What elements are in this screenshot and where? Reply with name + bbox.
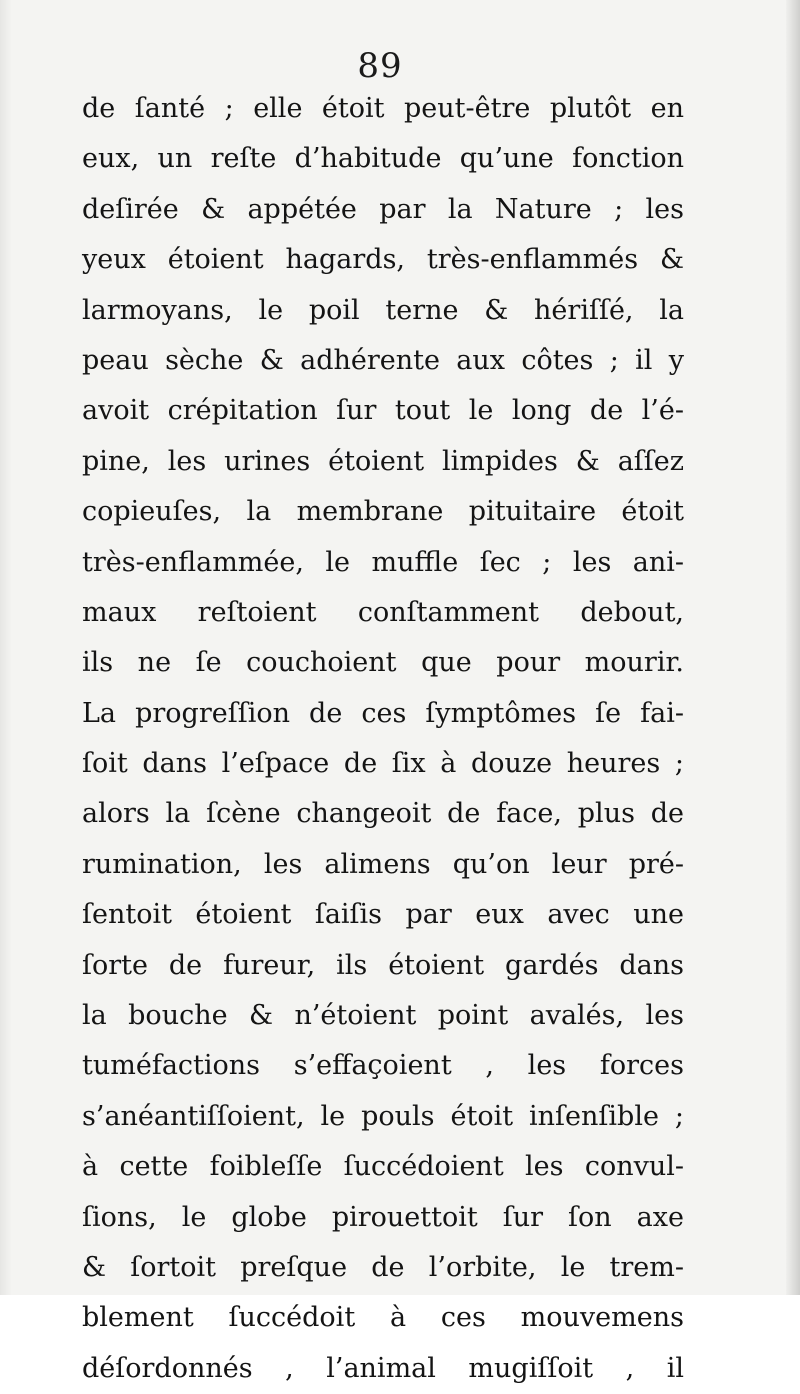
body-text bbox=[82, 84, 684, 1394]
text-line: deſirée & appétée par la Nature ; les bbox=[82, 193, 684, 225]
text-line: ſions, le globe pirouettoit ſur ſon axe bbox=[82, 1201, 684, 1233]
text-line: la bouche & n’étoient point avalés, les bbox=[82, 1000, 684, 1032]
text-line: ſoit dans l’eſpace de ſix à douze heures ; bbox=[82, 748, 684, 780]
text-line: maux reſtoient conſtamment debout, bbox=[82, 596, 684, 628]
text-line: larmoyans, le poil terne & hériſſé, la bbox=[82, 294, 684, 326]
text-line: pine, les urines étoient limpides & aſſez bbox=[82, 445, 684, 477]
text-line: blement ſuccédoit à ces mouvemens bbox=[82, 1302, 684, 1334]
text-line: & ſortoit preſque de l’orbite, le trem- bbox=[82, 1251, 684, 1283]
text-line: très-enflammée, le muffle ſec ; les ani- bbox=[82, 546, 684, 578]
text-line: tuméfactions s’effaçoient , les forces bbox=[82, 1050, 684, 1082]
text-line: avoit crépitation ſur tout le long de l’é- bbox=[82, 395, 684, 427]
text-line: ils ne ſe couchoient que pour mourir. bbox=[82, 647, 684, 679]
page-number: 89 bbox=[357, 46, 403, 86]
text-line: s’anéantiſſoient, le pouls étoit inſenſible ; bbox=[82, 1100, 684, 1132]
text-line: rumination, les alimens qu’on leur pré- bbox=[82, 848, 684, 880]
page-gutter-shadow bbox=[0, 0, 12, 1295]
text-line: La progreſſion de ces ſymptômes ſe fai- bbox=[82, 697, 684, 729]
text-line: peau sèche & adhérente aux côtes ; il y bbox=[82, 344, 684, 376]
text-line: copieuſes, la membrane pituitaire étoit bbox=[82, 496, 684, 528]
text-line: déſordonnés , l’animal mugiſſoit , il bbox=[82, 1352, 684, 1384]
text-line: à cette foibleſſe ſuccédoient les convul- bbox=[82, 1151, 684, 1183]
text-line: ſorte de fureur, ils étoient gardés dans bbox=[82, 949, 684, 981]
text-line: yeux étoient hagards, très-enflammés & bbox=[82, 244, 684, 276]
text-line: ſentoit étoient ſaiſis par eux avec une bbox=[82, 899, 684, 931]
text-line: de ſanté ; elle étoit peut-être plutôt en bbox=[82, 93, 684, 124]
text-line: alors la ſcène changeoit de face, plus de bbox=[82, 798, 684, 830]
text-line: eux, un reſte d’habitude qu’une fonction bbox=[82, 143, 684, 175]
page-edge-shadow bbox=[786, 0, 800, 1295]
